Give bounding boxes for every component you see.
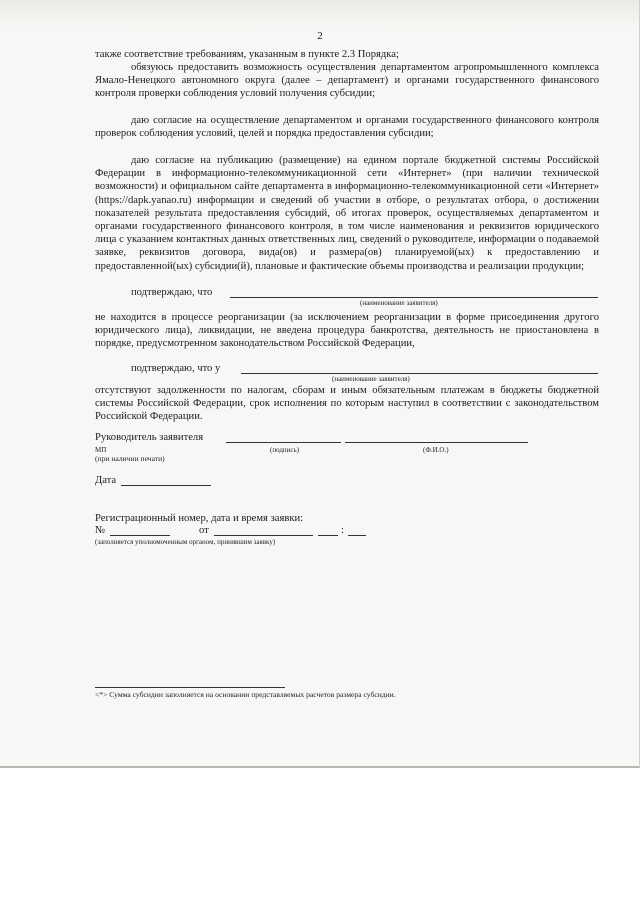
registration-note: (заполняется уполномоченным органом, принявшим заявку) [95, 538, 276, 546]
page-number: 2 [317, 30, 323, 42]
date-line[interactable] [121, 485, 211, 486]
paragraph-no-reorganization: не находится в процессе реорганизации (за исключением реорганизации в форме присоединения другого юридического лица), ликвидации, не введена процедура банкротства, деятельность не приостановлена в порядке, предусмотренном законодательством Российской Федерации, [95, 312, 599, 350]
stamp-note: (при наличии печати) [95, 454, 165, 463]
footnote-divider [95, 687, 285, 688]
registration-time-colon: : [341, 525, 344, 536]
fio-caption: (Ф.И.О.) [423, 446, 449, 454]
paragraph-no-debts: отсутствуют задолженности по налогам, сборам и иным обязательным платежам в бюджеты бюджетной системы Российской Федерации, срок исполнения по которым наступил в соответствии с законодательством Российской Федерации. [95, 385, 599, 423]
applicant-name-caption-1: (наименование заявителя) [360, 299, 438, 307]
registration-date-line[interactable] [214, 535, 313, 536]
confirm-label-2: подтверждаю, что у [131, 363, 221, 374]
confirm-label-1: подтверждаю, что [131, 287, 213, 298]
applicant-name-caption-2: (наименование заявителя) [332, 375, 410, 383]
signature-label: Руководитель заявителя [95, 432, 204, 443]
paragraph-obligation: обязуюсь предоставить возможность осуществления департаментом агропромышленного комплекса Ямало-Ненецкого автономного округа (далее – департамент) и органами государственного финансового контроля проверки соблюдения условий получения субсидии; [95, 62, 599, 100]
applicant-name-line-2[interactable] [241, 373, 598, 374]
registration-minutes-line[interactable] [348, 535, 366, 536]
registration-number-sign: № [95, 525, 106, 536]
fio-line[interactable] [345, 442, 528, 443]
registration-title: Регистрационный номер, дата и время заявки: [95, 513, 304, 524]
signature-caption: (подпись) [270, 446, 300, 454]
registration-from-label: от [199, 525, 209, 536]
paragraph-consent-publication: даю согласие на публикацию (размещение) на едином портале бюджетной системы Российской Федерации в информационно-телекоммуникационной сети «Интернет» (при наличии технической возможности) и официальном сайте департамента в информационно-телекоммуникационной сети «Интернет» (https://dapk.yanao.ru) информации и сведений об участии в отборе, о результатах отбора, о достижении показателей результата предоставления субсидий, об итогах проверок, осуществляемых департаментом и органами государственного финансового контроля, в том числе наименования и реквизитов юридического лица с указанием контактных данных ответственных лиц, сведений о руководителе, информации о подаваемой заявке, реквизитов договора, вида(ов) и размера(ов) планируемой(ых) к предоставлению и предоставленной(ых) субсидии(й), плановые и фактические объемы производства и реализации продукции; [95, 155, 599, 272]
mp-label: МП [95, 446, 107, 454]
paragraph-requirements: также соответствие требованиям, указанным в пункте 2.3 Порядка; [95, 49, 399, 60]
date-label: Дата [95, 475, 117, 486]
footnote-text: <*> Сумма субсидии заполняется на основании представляемых расчетов размера субсидии. [95, 690, 396, 699]
registration-number-line[interactable] [110, 535, 170, 536]
signature-line[interactable] [226, 442, 341, 443]
paragraph-consent-inspection: даю согласие на осуществление департаментом и органами государственного финансового контроля проверок соблюдения условий, целей и порядка предоставления субсидии; [95, 115, 599, 140]
registration-hours-line[interactable] [318, 535, 338, 536]
applicant-name-line-1[interactable] [230, 297, 598, 298]
